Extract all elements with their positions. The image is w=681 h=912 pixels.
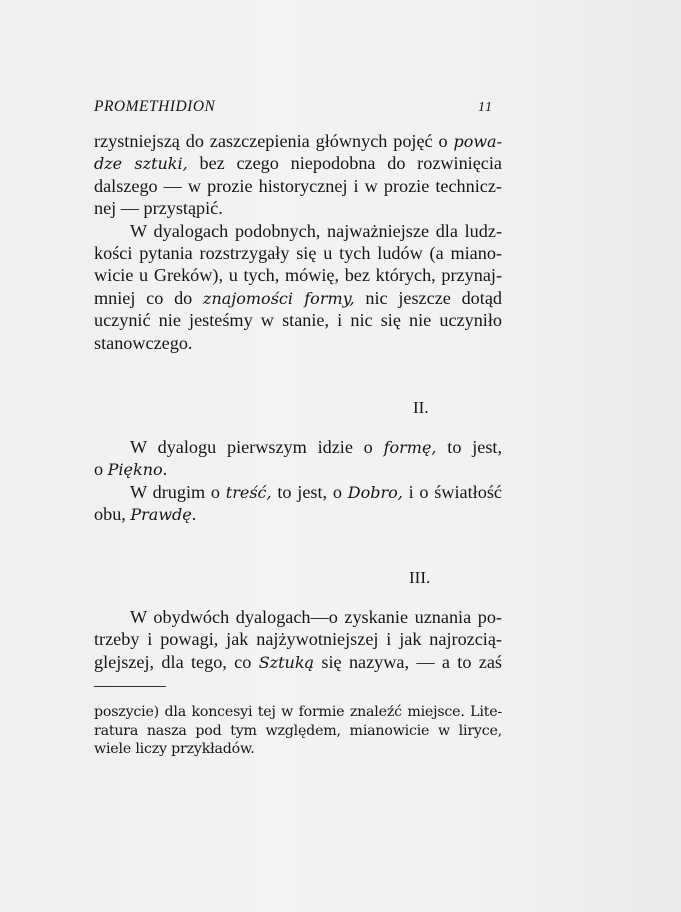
text-line: W dyalogach podobnych, najważniejsze dla ludz-: [130, 220, 502, 241]
section-numeral-3: III.: [409, 568, 431, 587]
text-line: dalszego — w prozie historycznej i w prozie technicz-: [94, 175, 502, 196]
text-line: glejszej, dla tego, co Sztuką się nazywa, — a to zaś: [94, 651, 503, 672]
text-line: wicie u Greków), u tych, mówię, bez których, przynaj-: [94, 265, 502, 286]
text-line: mniej co do znajomości formy, nic jeszcze dotąd: [94, 287, 502, 308]
footnote: [94, 703, 502, 759]
text-line: nej — przystąpić.: [94, 198, 223, 219]
text-line: dze sztuki, bez czego niepodobna do rozwinięcia: [94, 153, 503, 174]
footnote-line: ratura nasza pod tym względem, mianowicie w liryce,: [94, 722, 502, 739]
text-line: W dyalogu pierwszym idzie o formę, to jest,: [130, 437, 503, 457]
text-line: trzeby i powagi, jak najżywotniejszej i jak najrozcią-: [94, 629, 502, 650]
text-line: uczynić nie jesteśmy w stanie, i nic się nie uczyniło: [94, 310, 502, 331]
paragraph-block-3: [94, 606, 502, 673]
section-numeral-2: II.: [413, 398, 429, 417]
text-line: W obydwóch dyalogach—o zyskanie uznania po-: [130, 607, 502, 627]
text-line: W drugim o treść, to jest, o Dobro, i o światłość: [130, 481, 502, 502]
footnote-line: wiele liczy przykładów.: [94, 741, 255, 757]
paragraph-block-2: [94, 436, 502, 526]
text-line: obu, Prawdę.: [94, 504, 197, 525]
footnote-rule: [94, 686, 166, 687]
running-title: PROMETHIDION: [94, 98, 216, 115]
text-line: stanowczego.: [94, 332, 193, 353]
page-number: 11: [478, 100, 493, 115]
text-line: rzystniejszą do zaszczepienia głównych pojęć o powa-: [94, 131, 502, 151]
paragraph-block-1: [94, 130, 502, 354]
footnote-line: poszycie) dla koncesyi tej w formie znaleźć miejsce. Lite-: [94, 704, 502, 720]
text-line: kości pytania rozstrzygały się u tych ludów (a miano-: [94, 242, 502, 263]
text-line: o Piękno.: [94, 459, 168, 480]
